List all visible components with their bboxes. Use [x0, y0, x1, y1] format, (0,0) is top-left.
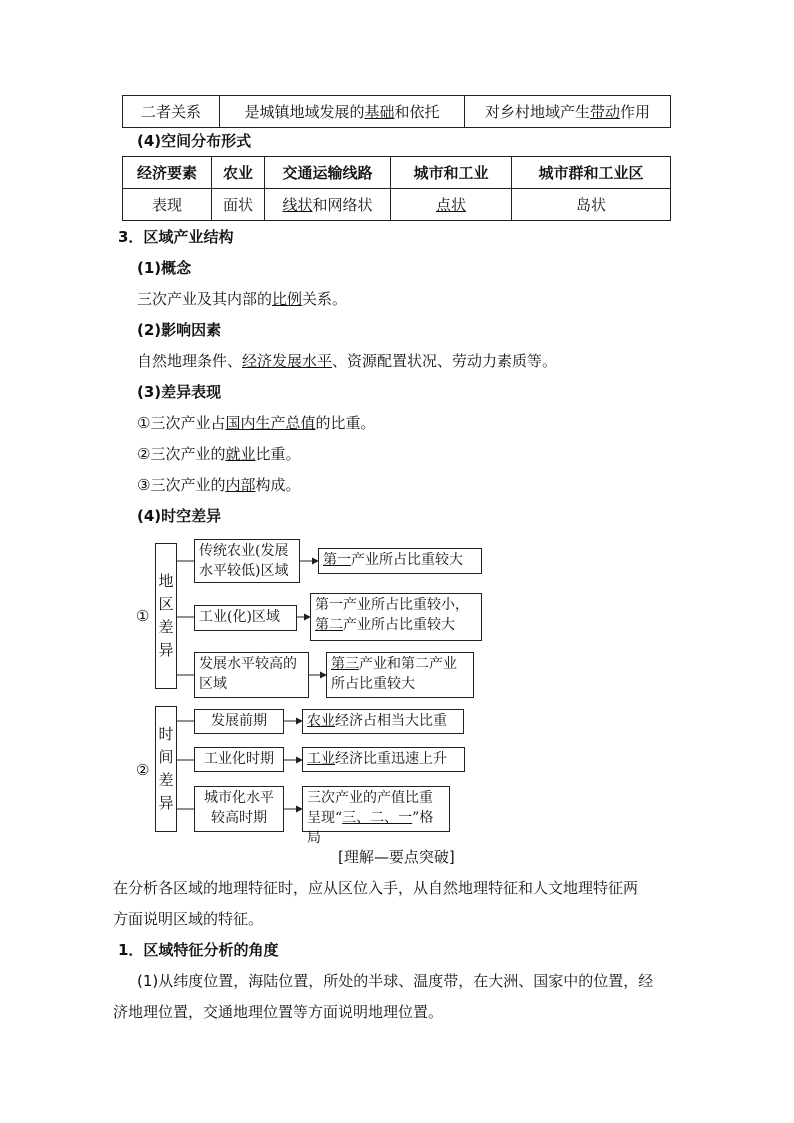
spatial-header-cluster: 城市群和工业区: [512, 157, 671, 189]
breakthrough-heading: [理解—要点突破]: [338, 848, 455, 866]
region-marker: ①: [136, 607, 150, 625]
relation-label: 二者关系: [140, 103, 201, 121]
relation-urban-text: 是城镇地域发展的: [244, 103, 365, 121]
time-char-1: 时: [158, 725, 174, 743]
region-char-4: 异: [158, 641, 174, 659]
section-3-title: 3．区域产业结构: [118, 228, 234, 246]
difference-item-1-start: ①三次产业占: [137, 414, 226, 432]
difference-item-2-blank: 就业: [225, 445, 256, 463]
factors-blank: 经济发展水平: [242, 352, 333, 370]
spatial-transport-blank: 线状: [282, 196, 313, 214]
urbanized-stage-line-1: 城市化水平: [204, 790, 274, 806]
traditional-agri-region-box: [194, 539, 300, 583]
industrialization-stage-label: 工业化时期: [204, 751, 274, 767]
differences-heading: (3)差异表现: [137, 383, 222, 401]
time-char-3: 差: [158, 771, 174, 789]
difference-item-1-end: 的比重。: [315, 414, 376, 432]
relation-urban-text-end: 和依托: [394, 103, 440, 121]
primary-blank: 第一: [323, 552, 351, 568]
industrial-region-label: 工业(化)区域: [199, 609, 280, 625]
secondary-dominant-box: [310, 593, 482, 641]
developed-region-line-2: 区域: [199, 676, 227, 692]
tertiary-dominant-text: 产业和第二产业: [359, 656, 457, 672]
difference-item-3-start: ③三次产业的: [137, 476, 226, 494]
concept-text-start: 三次产业及其内部的: [137, 290, 273, 308]
region-difference-box: [155, 543, 177, 689]
difference-item-2-start: ②三次产业的: [137, 445, 226, 463]
region-char-3: 差: [158, 618, 174, 636]
spatial-city-blank: 点状: [435, 196, 466, 214]
urbanized-stage-box: [194, 786, 284, 832]
developed-region-box: [194, 652, 309, 698]
spatial-transport-text: 和网络状: [312, 196, 373, 214]
spatial-cluster-value: 岛状: [512, 189, 671, 221]
intro-line-2: 方面说明区域的特征。: [113, 910, 264, 928]
developed-region-line-1: 发展水平较高的: [199, 656, 297, 672]
factors-text-end: 、资源配置状况、劳动力素质等。: [332, 352, 558, 370]
factors-text-start: 自然地理条件、: [137, 352, 243, 370]
relation-rural-text: 对乡村地域产生: [484, 103, 590, 121]
location-text-line-1: (1)从纬度位置，海陆位置，所处的半球、温度带，在大洲、国家中的位置，经: [137, 972, 654, 990]
spatial-header-element: 经济要素: [123, 157, 212, 189]
difference-item-3-blank: 内部: [225, 476, 256, 494]
industry-blank: 工业: [307, 751, 335, 767]
time-marker: ②: [136, 761, 150, 779]
relation-urban-blank: 基础: [364, 103, 395, 121]
spatial-heading: (4)空间分布形式: [137, 132, 252, 150]
early-stage-label: 发展前期: [211, 713, 267, 729]
tertiary-pattern-end: ”格局: [307, 810, 434, 846]
agri-blank: 农业: [307, 713, 335, 729]
relation-rural-text-end: 作用: [620, 103, 651, 121]
tertiary-dominant-line-2: 所占比重较大: [331, 676, 415, 692]
analysis-angle-title: 1．区域特征分析的角度: [118, 941, 279, 959]
time-char-2: 间: [158, 748, 174, 766]
concept-text-end: 关系。: [302, 290, 348, 308]
industrial-region-box: [194, 605, 297, 631]
traditional-agri-line-1: 传统农业(发展: [199, 543, 289, 559]
secondary-dominant-text: 产业所占比重较大: [343, 617, 455, 633]
tertiary-dominant-line-1: [331, 654, 469, 674]
early-stage-box: [194, 709, 284, 734]
agri-dominant-box: [302, 709, 464, 734]
tertiary-pattern-line-2: [307, 808, 445, 848]
location-text-line-2: 济地理位置，交通地理位置等方面说明地理位置。: [113, 1003, 444, 1021]
tertiary-pattern-box: [302, 786, 450, 846]
intro-line-1: 在分析各区域的地理特征时，应从区位入手，从自然地理特征和人文地理特征两: [113, 879, 639, 897]
difference-item-2-end: 比重。: [255, 445, 301, 463]
difference-item-1-blank: 国内生产总值: [225, 414, 316, 432]
industry-rising-text: 经济比重迅速上升: [335, 751, 447, 767]
secondary-dominant-line-2: [315, 615, 477, 635]
region-char-1: 地: [158, 572, 174, 590]
time-difference-box: [155, 706, 177, 832]
factors-heading: (2)影响因素: [137, 321, 222, 339]
spatial-header-transport: 交通运输线路: [265, 157, 391, 189]
tertiary-pattern-line-1: 三次产业的产值比重: [307, 790, 433, 806]
secondary-blank: 第二: [315, 617, 343, 633]
spatiotemporal-heading: (4)时空差异: [137, 507, 222, 525]
concept-blank: 比例: [272, 290, 303, 308]
time-char-4: 异: [158, 794, 174, 812]
industry-rising-box: [302, 747, 465, 772]
region-char-2: 区: [158, 595, 174, 613]
urbanized-stage-line-2: 较高时期: [211, 810, 267, 826]
tertiary-blank: 第三: [331, 656, 359, 672]
spatial-agri-value: 面状: [212, 189, 265, 221]
secondary-dominant-line-1: 第一产业所占比重较小，: [315, 597, 469, 613]
primary-dominant-box: [318, 548, 482, 574]
agri-dominant-text: 经济占相当大比重: [335, 713, 447, 729]
spatial-header-city: 城市和工业: [391, 157, 512, 189]
spatial-header-agri: 农业: [212, 157, 265, 189]
tertiary-pattern-blank: 三、二、一: [342, 810, 413, 826]
primary-dominant-text: 产业所占比重较大: [351, 552, 463, 568]
tertiary-dominant-box: [326, 652, 474, 698]
industrialization-stage-box: [194, 747, 284, 772]
difference-item-3-end: 构成。: [255, 476, 301, 494]
traditional-agri-line-2: 水平较低)区域: [199, 563, 289, 579]
relation-rural-blank: 带动: [589, 103, 620, 121]
tertiary-pattern-start: 呈现“: [307, 810, 343, 826]
spatial-row-label: 表现: [123, 189, 212, 221]
concept-heading: (1)概念: [137, 259, 192, 277]
